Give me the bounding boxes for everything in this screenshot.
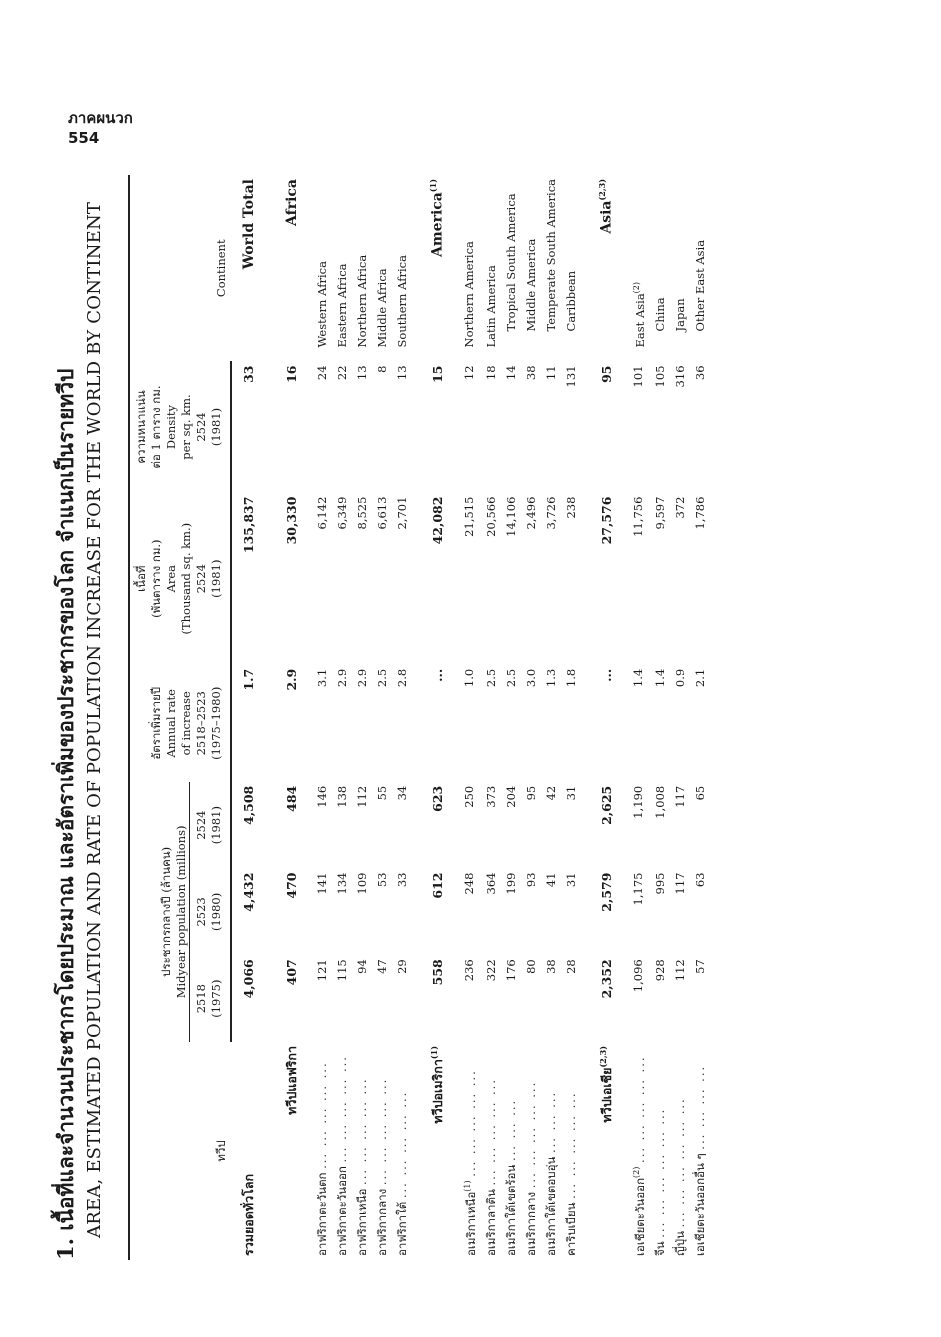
population-table <box>128 175 710 1260</box>
table-cell: ... ... ... ... ... <box>563 1091 578 1199</box>
table-cell: 134 <box>335 872 349 895</box>
table-cell: อเมริกาลาติน <box>483 1189 498 1256</box>
table-cell: 93 <box>523 872 538 888</box>
table-cell: 238 <box>563 496 578 519</box>
table-cell: 95 <box>598 365 614 383</box>
table-row <box>372 175 392 1260</box>
table-cell: 4,066 <box>241 959 256 999</box>
table-cell: 2.9 <box>355 668 369 688</box>
table-body <box>231 175 710 1260</box>
table-cell: 95 <box>523 785 538 801</box>
table-cell: ... <box>598 668 614 682</box>
table-cell: 57 <box>692 959 707 974</box>
table-cell: Middle America <box>523 238 538 332</box>
table-cell: 407 <box>284 959 299 986</box>
table-cell: 2.5 <box>483 668 498 688</box>
table-cell: 12 <box>462 365 477 381</box>
table-cell: 2,701 <box>395 496 409 530</box>
table-cell: อาฟริกาใต้ <box>395 1201 409 1256</box>
table-cell: Middle Africa <box>375 268 389 348</box>
table-cell: ... ... ... ... ... <box>355 1077 369 1185</box>
table-cell: 47 <box>375 959 389 974</box>
table-row <box>521 175 541 1260</box>
table-cell: 13 <box>395 365 409 381</box>
table-cell: รวมยอดทั่วโลก <box>240 1173 256 1256</box>
table-row: ทวีปเอเชีย$^{(2,3)}$ 2,352 2,579 2,625 ... 27,576 95 Asia$^{(2,3)}$ <box>581 175 617 1260</box>
table-cell: 250 <box>462 785 477 808</box>
table-cell: อเมริกาใต้เขตอบอุ่น <box>543 1156 558 1256</box>
table-cell: Tropical South America <box>503 193 518 332</box>
table-cell: 204 <box>503 785 518 808</box>
table-cell: 14,106 <box>503 496 518 537</box>
table-cell: 18 <box>483 365 498 381</box>
table-cell: ... ... ... ... ... <box>375 1077 389 1186</box>
table-cell: 1.8 <box>563 668 578 688</box>
table-cell: 8 <box>375 365 389 373</box>
table-cell: 1.4 <box>631 668 646 688</box>
table-cell: 38 <box>543 959 558 974</box>
table-cell: 1.3 <box>543 668 558 688</box>
table-cell: 27,576 <box>598 496 614 545</box>
table-cell: 2.1 <box>692 668 707 688</box>
table-cell: 14 <box>503 365 518 381</box>
table-cell: 11,756 <box>631 496 646 537</box>
table-cell: 6,613 <box>375 496 389 530</box>
table-cell: 2,625 <box>598 785 614 825</box>
table-row <box>448 175 458 1260</box>
table-cell: Caribbean <box>563 270 578 332</box>
table-cell: ... ... ... ... ... <box>315 1061 329 1169</box>
table-cell: 22 <box>335 365 349 381</box>
table-cell: 117 <box>672 872 687 895</box>
table-cell: 34 <box>395 785 409 801</box>
table-cell: ... ... ... ... ... <box>483 1078 498 1186</box>
table-cell: 6,349 <box>335 496 349 530</box>
table-cell: 33 <box>241 365 256 383</box>
table-row: เอเชียตะวันออก$^{(2)}$ ... ... ... ... ... 1,096 1,175 1,190 1.4 11,756 101 East Asia$^{(2)}$ <box>627 175 650 1260</box>
table-cell: 36 <box>692 365 707 381</box>
table-cell: 55 <box>375 785 389 801</box>
table-cell: ... ... ... ... <box>692 1064 707 1150</box>
table-cell: 13 <box>355 365 369 381</box>
table-cell: 38 <box>523 365 538 381</box>
table-cell: ... ... ... ... ... <box>632 1055 647 1163</box>
table-cell: 141 <box>315 872 329 895</box>
table-row <box>481 175 501 1260</box>
year-1980-header: 2523 (1980) <box>194 869 231 956</box>
table-cell: ... ... ... <box>543 1090 558 1153</box>
table-cell: 0.9 <box>672 668 687 688</box>
table-cell: 1,008 <box>652 785 667 819</box>
table-cell: 470 <box>284 872 299 899</box>
table-cell: 1.4 <box>652 668 667 688</box>
table-cell: 322 <box>483 959 498 982</box>
table-cell: 21,515 <box>462 496 477 537</box>
table-number: 1. <box>53 1238 78 1260</box>
table-cell: 42 <box>543 785 558 801</box>
table-cell: 20,566 <box>483 496 498 537</box>
table-cell: ... ... ... <box>503 1098 518 1162</box>
table-row <box>541 175 561 1260</box>
table-row <box>561 175 581 1260</box>
table-cell: ... ... ... ... ... <box>523 1080 538 1189</box>
area-header: เนื้อที่ (พันตาราง กม.) Area (Thousand sq. km.) <box>134 522 193 635</box>
table-cell: East Asia <box>632 293 647 348</box>
table-cell: ทวีปแอฟริกา <box>284 1046 299 1115</box>
table-cell: 3,726 <box>543 496 558 530</box>
table-cell: 484 <box>284 785 299 812</box>
table-cell: 2.5 <box>375 668 389 688</box>
table-cell: Other East Asia <box>692 239 707 332</box>
table-cell: ทวีปเอเชีย <box>598 1067 614 1123</box>
table-cell: เอเชียตะวันออกอื่น ๆ <box>692 1153 707 1256</box>
table-cell: 3.0 <box>523 668 538 688</box>
continent-english-header: Continent <box>214 239 228 298</box>
rate-years-header: 2518–2523 (1975–1980) <box>194 665 231 782</box>
table-row <box>312 175 332 1260</box>
table-row <box>266 175 302 1260</box>
table-cell: 372 <box>672 496 687 519</box>
table-cell: Northern America <box>462 241 477 348</box>
table-cell: อาฟริกาตะวันตก <box>315 1172 329 1256</box>
table-cell: 1.7 <box>241 668 256 691</box>
table-cell: 236 <box>462 959 477 982</box>
table-cell: ... ... ... ... ... <box>335 1055 349 1163</box>
table-cell: 53 <box>375 872 389 888</box>
table-cell: 316 <box>672 365 687 388</box>
table-row <box>650 175 670 1260</box>
table-row: อเมริกาเหนือ$^{(1)}$ ... ... ... ... ... 236 248 250 1.0 21,515 12 Northern America <box>458 175 481 1260</box>
table-cell: Western Africa <box>315 261 329 348</box>
table-cell: 1,190 <box>631 785 646 819</box>
table-row <box>501 175 521 1260</box>
table-cell: อาฟริกากลาง <box>375 1188 389 1256</box>
table-cell: 30,330 <box>284 496 299 545</box>
table-row <box>690 175 710 1260</box>
table-cell: 1,175 <box>631 872 646 906</box>
density-header: ความหนาแน่น ต่อ 1 ตาราง กม. Density per sq. km. <box>134 385 193 469</box>
table-cell: 364 <box>483 872 498 895</box>
table-cell: 146 <box>315 785 329 808</box>
table-cell: ... ... ... ... ... ... <box>652 1107 667 1238</box>
table-cell: 131 <box>563 365 578 388</box>
table-cell: 995 <box>652 872 667 895</box>
table-cell: 15 <box>430 365 445 383</box>
table-cell: 928 <box>652 959 667 982</box>
table-cell: 6,142 <box>315 496 329 530</box>
table-cell: 109 <box>355 872 369 895</box>
year-1975-header: 2518 (1975) <box>194 955 231 1042</box>
table-cell: China <box>652 297 667 332</box>
table-cell: Latin America <box>483 265 498 348</box>
table-cell: Temperate South America <box>543 179 558 332</box>
table-cell: 199 <box>503 872 518 895</box>
table-cell: ญี่ปุ่น <box>672 1231 687 1256</box>
table-cell: 623 <box>430 785 445 812</box>
table-cell: 80 <box>523 959 538 974</box>
table-cell: 112 <box>672 959 687 982</box>
table-cell: Asia <box>598 200 615 234</box>
page-number: 554 <box>68 129 100 147</box>
table-cell: 112 <box>355 785 369 808</box>
table-cell: 41 <box>543 872 558 888</box>
table-cell: 105 <box>652 365 667 388</box>
table-cell: 9,597 <box>652 496 667 530</box>
table-cell: 2.5 <box>503 668 518 688</box>
table-cell: 2,352 <box>598 959 614 999</box>
table-cell: ... ... ... ... ... <box>395 1090 409 1199</box>
table-row: ทวีปอเมริกา$^{(1)}$ 558 612 623 ... 42,082 15 America$^{(1)}$ <box>412 175 448 1260</box>
table-cell: 1.0 <box>462 668 477 688</box>
table-cell: 115 <box>335 959 349 982</box>
table-cell: 33 <box>395 872 409 888</box>
table-cell: 31 <box>563 872 578 888</box>
table-cell: 4,432 <box>241 872 256 912</box>
table-cell: ... <box>430 668 445 682</box>
table-cell: คาริบเบียน <box>563 1202 578 1256</box>
continent-thai-header: ทวีป <box>214 1140 228 1162</box>
density-year-header: 2524 (1981) <box>194 361 231 492</box>
table-row <box>392 175 412 1260</box>
table-cell: 16 <box>284 365 299 383</box>
table-cell: 135,837 <box>241 496 256 554</box>
table-cell: อาฟริกาตะวันออก <box>335 1166 349 1256</box>
table-cell: 1,096 <box>631 959 646 993</box>
table-cell: 612 <box>430 872 445 899</box>
title-thai: เนื้อที่และจำนวนประชากรโดยประมาณ และอัตราเพิ่มของประชากรของโลก จำแนกเป็นรายทวีป <box>53 368 78 1231</box>
table-cell: 117 <box>672 785 687 808</box>
table-cell: อเมริกากลาง <box>523 1191 538 1256</box>
table-cell: 28 <box>563 959 578 974</box>
population-header: ประชากรกลางปี (ล้านคน) Midyear population (millions) <box>134 782 190 1042</box>
title-english: AREA, ESTIMATED POPULATION AND RATE OF POPULATION INCREASE FOR THE WORLD BY CONTINENT <box>84 201 105 1238</box>
table-cell: อาฟริกาเหนือ <box>355 1188 369 1256</box>
table-cell: World Total <box>240 179 257 270</box>
table-cell: 2,496 <box>523 496 538 530</box>
table-cell: 2,579 <box>598 872 614 912</box>
table-cell: 29 <box>395 959 409 974</box>
table-cell: อเมริกาใต้เขตร้อน <box>503 1164 518 1256</box>
table-cell: 1,786 <box>692 496 707 530</box>
table-cell: 24 <box>315 365 329 381</box>
table-cell: เอเชียตะวันออก <box>632 1177 647 1256</box>
section-label: ภาคผนวก <box>68 109 133 127</box>
table-cell: 138 <box>335 785 349 808</box>
table-cell: 65 <box>692 785 707 801</box>
table-cell: 373 <box>483 785 498 808</box>
table-cell: อเมริกาเหนือ <box>463 1191 478 1256</box>
table-cell: 2.9 <box>335 668 349 688</box>
table-cell: 3.1 <box>315 668 329 688</box>
table-row <box>352 175 372 1260</box>
table-cell: Africa <box>284 179 300 226</box>
table-cell: 558 <box>430 959 445 986</box>
table-cell: 63 <box>692 872 707 888</box>
table-row <box>617 175 627 1260</box>
table-cell: 31 <box>563 785 578 801</box>
rate-header: อัตราเพิ่มรายปี Annual rate of increase <box>149 686 193 760</box>
table-row <box>302 175 312 1260</box>
table-cell: Eastern Africa <box>335 263 349 348</box>
table-cell: จีน <box>652 1241 667 1256</box>
table-row <box>332 175 352 1260</box>
table-cell: 2.9 <box>284 668 299 691</box>
table-cell: ... ... ... ... ... ... <box>672 1097 687 1228</box>
table-cell: Southern Africa <box>395 255 409 348</box>
table-cell: ทวีปอเมริกา <box>430 1059 445 1124</box>
area-year-header: 2524 (1981) <box>194 493 231 665</box>
table-cell: 248 <box>462 872 477 895</box>
table-row <box>231 175 266 1260</box>
table-cell: 176 <box>503 959 518 982</box>
table-cell: 42,082 <box>430 496 445 545</box>
table-cell: 2.8 <box>395 668 409 688</box>
table-cell: America <box>430 192 446 258</box>
table-cell: 101 <box>631 365 646 388</box>
table-cell: Japan <box>672 298 687 332</box>
rotated-table-page <box>50 130 870 1260</box>
table-cell: Northern Africa <box>355 254 369 348</box>
table-cell: 8,525 <box>355 496 369 530</box>
year-1981-header: 2524 (1981) <box>194 782 231 869</box>
table-cell: ... ... ... ... ... <box>463 1069 478 1177</box>
table-cell: 11 <box>543 365 558 381</box>
table-row <box>670 175 690 1260</box>
table-cell: 121 <box>315 959 329 982</box>
table-cell: 94 <box>355 959 369 974</box>
table-cell: 4,508 <box>241 785 256 825</box>
